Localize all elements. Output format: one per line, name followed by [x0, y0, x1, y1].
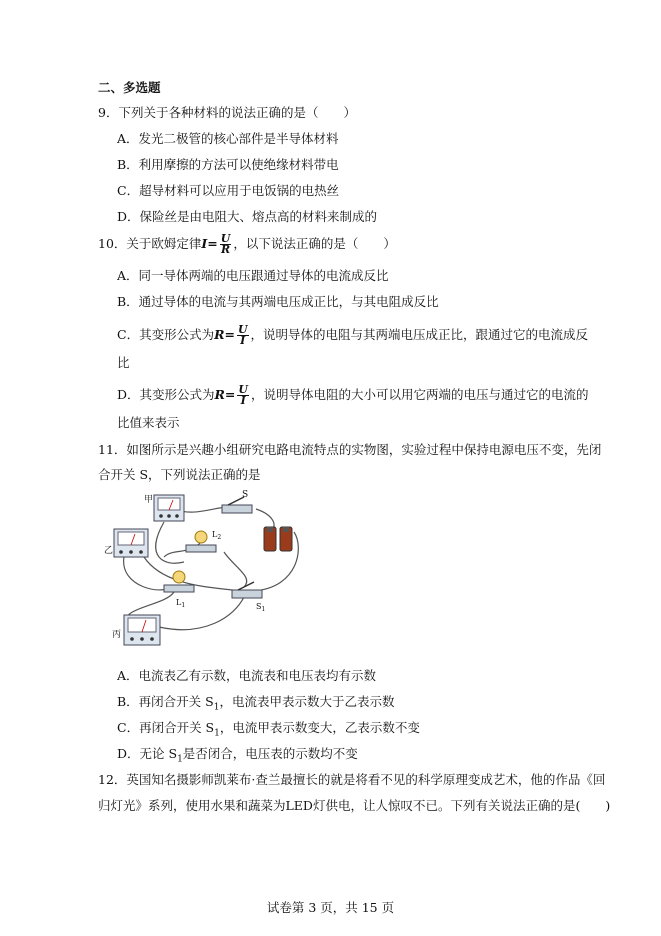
question-11-option-c [117, 720, 420, 742]
question-12-stem-line2: 归灯光》系列，使用水果和蔬菜为LED灯供电，让人惊叹不已。下列有关说法正确的是( ) [98, 798, 611, 813]
question-10-option-d-cont: 比值来表示 [117, 415, 180, 430]
question-9-option-b: B．利用摩擦的方法可以使绝缘材料带电 [117, 157, 339, 172]
formula-lhs: I [201, 236, 208, 251]
option-c-fraction [237, 325, 249, 346]
option-b-suffix: ，电流表甲表示数大于乙表示数 [219, 694, 395, 709]
question-9-stem: 9．下列关于各种材料的说法正确的是（ ） [98, 105, 356, 120]
question-10-stem-prefix: 10．关于欧姆定律 [98, 236, 202, 251]
question-11-stem-line1: 11．如图所示是兴趣小组研究电路电流特点的实物图，实验过程中保持电源电压不变，先闭 [98, 442, 602, 457]
question-10-option-b: B．通过导体的电流与其两端电压成正比，与其电阻成反比 [117, 294, 439, 309]
option-d-denominator: I [240, 394, 246, 407]
label-l1-sub: 1 [181, 602, 186, 609]
option-c-sub: 1 [214, 728, 220, 739]
label-l2-sub: 2 [217, 534, 222, 541]
label-s1-main: S [256, 602, 262, 611]
label-s: S [242, 490, 249, 500]
switch-s1 [232, 582, 262, 598]
question-9-option-d: D．保险丝是由电阻大、熔点高的材料来制成的 [117, 209, 378, 224]
option-c-prefix: C．再闭合开关 S [117, 720, 215, 735]
question-10-option-a: A．同一导体两端的电压跟通过导体的电流成反比 [117, 268, 389, 283]
label-l2-main: L [212, 530, 218, 539]
question-11-option-a: A．电流表乙有示数，电流表和电压表均有示数 [117, 668, 377, 683]
question-9-option-a: A．发光二极管的核心部件是半导体材料 [117, 131, 339, 146]
option-c-suffix: ，电流甲表示数变大，乙表示数不变 [219, 720, 420, 735]
option-d-suffix: 是否闭合，电压表的示数均不变 [182, 746, 358, 761]
label-jia: 甲 [144, 495, 154, 505]
option-b-prefix: B．再闭合开关 S [117, 694, 214, 709]
option-c-denominator: I [240, 334, 246, 347]
label-s1-sub: 1 [261, 606, 266, 613]
label-l1 [176, 598, 185, 609]
label-yi: 乙 [104, 546, 114, 556]
question-10-stem: 10．关于欧姆定律I= $\frac{U}{R}$ ，以下说法正确的是（ ） [98, 232, 396, 256]
option-b-sub: 1 [213, 702, 220, 713]
option-d-formula-lhs: R [214, 387, 225, 402]
label-s1 [256, 602, 265, 613]
question-10-stem-suffix: ，以下说法正确的是（ ） [233, 236, 396, 251]
question-10-option-d: D．其变形公式为R= $\frac{U}{I}$ ，说明导体电阻的大小可以用它两端的电压与通过它的电流的 [117, 383, 589, 407]
question-9-option-c: C．超导材料可以应用于电饭锅的电热丝 [117, 183, 340, 198]
question-10-option-c-cont: 比 [117, 355, 130, 370]
formula-fraction [220, 234, 232, 255]
option-c-prefix: C．其变形公式为 [117, 327, 215, 342]
label-l2 [212, 530, 221, 541]
question-11-option-b [117, 694, 394, 716]
page-footer: 试卷第 3 页，共 15 页 [266, 900, 395, 915]
question-10-option-c: C．其变形公式为R= $\frac{U}{I}$ ，说明导体的电阻与其两端电压成正比，跟通过它的电流成反 [117, 323, 589, 347]
battery [264, 527, 292, 551]
circuit-wires [124, 507, 299, 630]
label-l1-main: L [176, 598, 182, 607]
option-c-numerator: U [237, 323, 248, 336]
label-bing: 丙 [112, 630, 122, 640]
circuit-figure [104, 487, 314, 655]
meter-yi [114, 529, 148, 557]
option-c-suffix: ，说明导体的电阻与其两端电压成正比，跟通过它的电流成反 [250, 327, 589, 342]
option-d-prefix: D．其变形公式为 [117, 387, 215, 402]
meter-jia [154, 495, 184, 521]
meter-bing [124, 615, 160, 645]
option-d-sub: 1 [177, 754, 183, 765]
question-11-stem-line2: 合开关 S，下列说法正确的是 [98, 467, 261, 482]
section-title: 二、多选题 [98, 80, 161, 95]
bulb-l1 [164, 571, 194, 592]
option-c-formula-lhs: R [214, 327, 225, 342]
option-d-prefix: D．无论 S [117, 746, 178, 761]
question-12-stem-line1: 12．英国知名摄影师凯莱布·查兰最擅长的就是将看不见的科学原理变成艺术，他的作品《回 [98, 772, 606, 787]
option-d-fraction [237, 385, 249, 406]
formula-denominator: R [220, 243, 231, 256]
question-11-option-d [117, 746, 358, 768]
option-d-numerator: U [238, 383, 248, 396]
formula-numerator: U [220, 232, 231, 245]
option-d-suffix: ，说明导体电阻的大小可以用它两端的电压与通过它的电流的 [251, 387, 589, 402]
